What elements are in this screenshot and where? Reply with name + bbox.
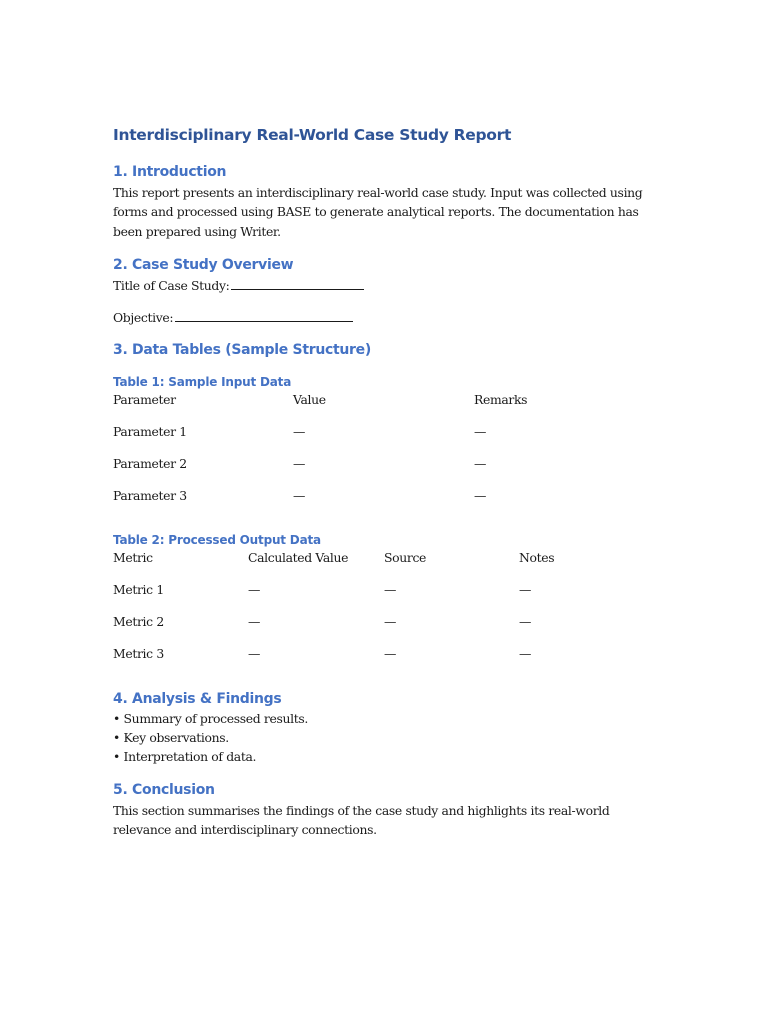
list-item: • Interpretation of data. bbox=[113, 749, 257, 765]
table-row bbox=[113, 454, 653, 473]
conclusion-line: This section summarises the findings of the case study and highlights its real-world bbox=[113, 802, 610, 818]
table-cell: Parameter 3 bbox=[113, 487, 187, 503]
objective-label: Objective: bbox=[113, 309, 174, 325]
conclusion-heading: 5. Conclusion bbox=[113, 781, 215, 798]
introduction-heading: 1. Introduction bbox=[113, 164, 227, 180]
table-cell: — bbox=[248, 613, 261, 629]
title-of-case-study-blank bbox=[231, 276, 364, 290]
list-item: • Summary of processed results. bbox=[113, 710, 308, 726]
table1-header-row bbox=[113, 390, 653, 409]
table1-column-header: Parameter bbox=[113, 391, 176, 407]
introduction-paragraph bbox=[113, 183, 653, 241]
table-cell: Parameter 1 bbox=[113, 423, 187, 439]
table-cell: — bbox=[474, 423, 487, 439]
table-cell: — bbox=[293, 455, 306, 471]
document-body bbox=[113, 124, 653, 839]
list-item: • Key observations. bbox=[113, 730, 229, 746]
table-cell: Metric 3 bbox=[113, 645, 164, 661]
introduction-line: This report presents an interdisciplinary real-world case study. Input was collected using bbox=[113, 185, 643, 200]
data-tables-heading: 3. Data Tables (Sample Structure) bbox=[113, 341, 371, 358]
table-cell: Metric 1 bbox=[113, 581, 164, 597]
analysis-findings-heading: 4. Analysis & Findings bbox=[113, 690, 282, 707]
analysis-bullet-list bbox=[113, 709, 653, 767]
table-cell: — bbox=[248, 645, 261, 661]
table-cell: — bbox=[519, 581, 532, 597]
table2-column-header: Notes bbox=[519, 549, 555, 565]
table-cell: — bbox=[293, 423, 306, 439]
table2-column-header: Calculated Value bbox=[248, 549, 349, 565]
introduction-line: forms and processed using BASE to generate analytical reports. The documentation has bbox=[113, 204, 639, 220]
conclusion-paragraph bbox=[113, 801, 653, 840]
table1 bbox=[113, 390, 653, 505]
table2 bbox=[113, 548, 653, 663]
table2-header-row bbox=[113, 548, 653, 567]
table-cell: — bbox=[519, 645, 532, 661]
table-row bbox=[113, 580, 653, 599]
table1-column-header: Remarks bbox=[474, 391, 528, 407]
table1-column-header: Value bbox=[293, 391, 326, 407]
table-cell: Parameter 2 bbox=[113, 455, 187, 471]
introduction-line: been prepared using Writer. bbox=[113, 223, 281, 239]
title-of-case-study-field bbox=[113, 276, 653, 295]
table1-caption: Table 1: Sample Input Data bbox=[113, 374, 292, 389]
objective-blank bbox=[175, 308, 353, 322]
table-cell: — bbox=[248, 581, 261, 597]
case-study-overview-heading: 2. Case Study Overview bbox=[113, 256, 294, 273]
table-cell: — bbox=[474, 455, 487, 471]
conclusion-line: relevance and interdisciplinary connections. bbox=[113, 822, 377, 838]
table2-column-header: Metric bbox=[113, 549, 153, 565]
title-of-case-study-label: Title of Case Study: bbox=[113, 277, 230, 293]
table-cell: — bbox=[519, 613, 532, 629]
table-row bbox=[113, 486, 653, 505]
table2-caption: Table 2: Processed Output Data bbox=[113, 532, 321, 547]
table-row bbox=[113, 612, 653, 631]
table-cell: — bbox=[384, 645, 397, 661]
table-row bbox=[113, 422, 653, 441]
table-cell: — bbox=[293, 487, 306, 503]
table-cell: — bbox=[384, 613, 397, 629]
document-title: Interdisciplinary Real-World Case Study Report bbox=[113, 126, 512, 144]
table2-column-header: Source bbox=[384, 549, 427, 565]
table-cell: Metric 2 bbox=[113, 613, 164, 629]
table-cell: — bbox=[384, 581, 397, 597]
table-row bbox=[113, 644, 653, 663]
table-cell: — bbox=[474, 487, 487, 503]
objective-field bbox=[113, 308, 653, 327]
